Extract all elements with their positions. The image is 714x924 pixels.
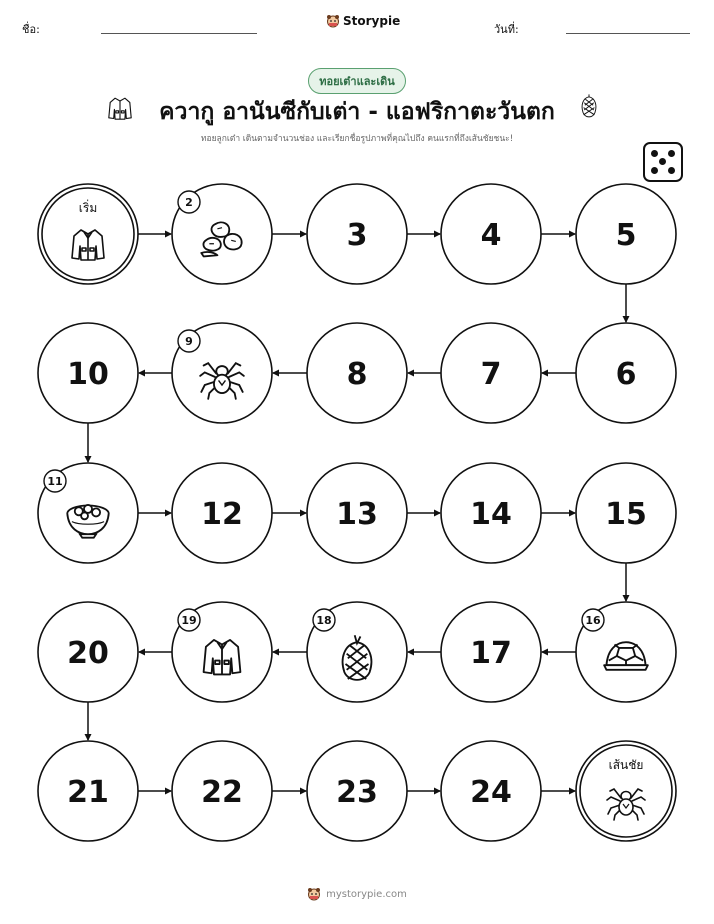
board-space-4[interactable] — [441, 184, 541, 284]
space-number: 10 — [67, 357, 109, 392]
space-number-badge: 18 — [316, 614, 332, 627]
board-space-3[interactable] — [307, 184, 407, 284]
space-number-badge: 16 — [585, 614, 601, 627]
storypie-mascot-icon — [307, 887, 321, 901]
space-number: 6 — [615, 357, 637, 392]
space-number: 15 — [605, 497, 647, 532]
board-space-21[interactable] — [38, 741, 138, 841]
board-space-24[interactable] — [441, 741, 541, 841]
board-space-2[interactable] — [172, 184, 272, 284]
space-number: 14 — [470, 497, 512, 532]
jacket-icon — [204, 640, 241, 675]
space-number: 12 — [201, 497, 243, 532]
space-number-badge: 11 — [47, 475, 63, 488]
footer — [0, 887, 714, 901]
board-space-23[interactable] — [307, 741, 407, 841]
board-space-16[interactable] — [576, 602, 676, 702]
space-number: 23 — [336, 775, 378, 810]
board-space-13[interactable] — [307, 463, 407, 563]
start-label: เริ่ม — [78, 201, 98, 215]
space-number: 8 — [346, 357, 368, 392]
space-number: 7 — [480, 357, 502, 392]
finish-label: เส้นชัย — [608, 758, 644, 772]
finish-space[interactable] — [576, 741, 676, 841]
instructions: ทอยลูกเต๋า เดินตามจำนวนช่อง และเรียกชื่อรูปภาพที่คุณไปถึง คนแรกที่ถึงเส้นชัยชนะ! — [200, 134, 514, 144]
space-number: 3 — [346, 218, 368, 253]
board-space-15[interactable] — [576, 463, 676, 563]
board-space-20[interactable] — [38, 602, 138, 702]
page-title: ควากู อานันซีกับเต่า - แอฟริกาตะวันตก — [159, 99, 555, 125]
space-number-badge: 19 — [181, 614, 197, 627]
space-number: 4 — [480, 218, 502, 253]
board-space-22[interactable] — [172, 741, 272, 841]
board-space-6[interactable] — [576, 323, 676, 423]
space-number: 20 — [67, 636, 109, 671]
board-space-12[interactable] — [172, 463, 272, 563]
date-label: วันที่: — [494, 23, 519, 36]
space-number: 21 — [67, 775, 109, 810]
board-space-17[interactable] — [441, 602, 541, 702]
space-number: 24 — [470, 775, 512, 810]
board-space-10[interactable] — [38, 323, 138, 423]
space-number-badge: 2 — [185, 196, 193, 209]
name-label: ชื่อ: — [22, 23, 40, 36]
game-type-badge: ทอยเต๋าและเดิน — [308, 68, 406, 94]
board-space-19[interactable] — [172, 602, 272, 702]
board-space-7[interactable] — [441, 323, 541, 423]
space-number: 13 — [336, 497, 378, 532]
board-space-11[interactable] — [38, 463, 138, 563]
space-number: 5 — [615, 218, 637, 253]
board-space-8[interactable] — [307, 323, 407, 423]
space-number: 17 — [470, 636, 512, 671]
board-space-5[interactable] — [576, 184, 676, 284]
space-number: 22 — [201, 775, 243, 810]
footer-site: mystorypie.com — [326, 888, 407, 900]
board-space-9[interactable] — [172, 323, 272, 423]
board-space-14[interactable] — [441, 463, 541, 563]
start-space[interactable] — [38, 184, 138, 284]
board-space-18[interactable] — [307, 602, 407, 702]
brand-name: Storypie — [343, 14, 401, 28]
jacket-icon — [72, 230, 104, 260]
space-number-badge: 9 — [185, 335, 193, 348]
